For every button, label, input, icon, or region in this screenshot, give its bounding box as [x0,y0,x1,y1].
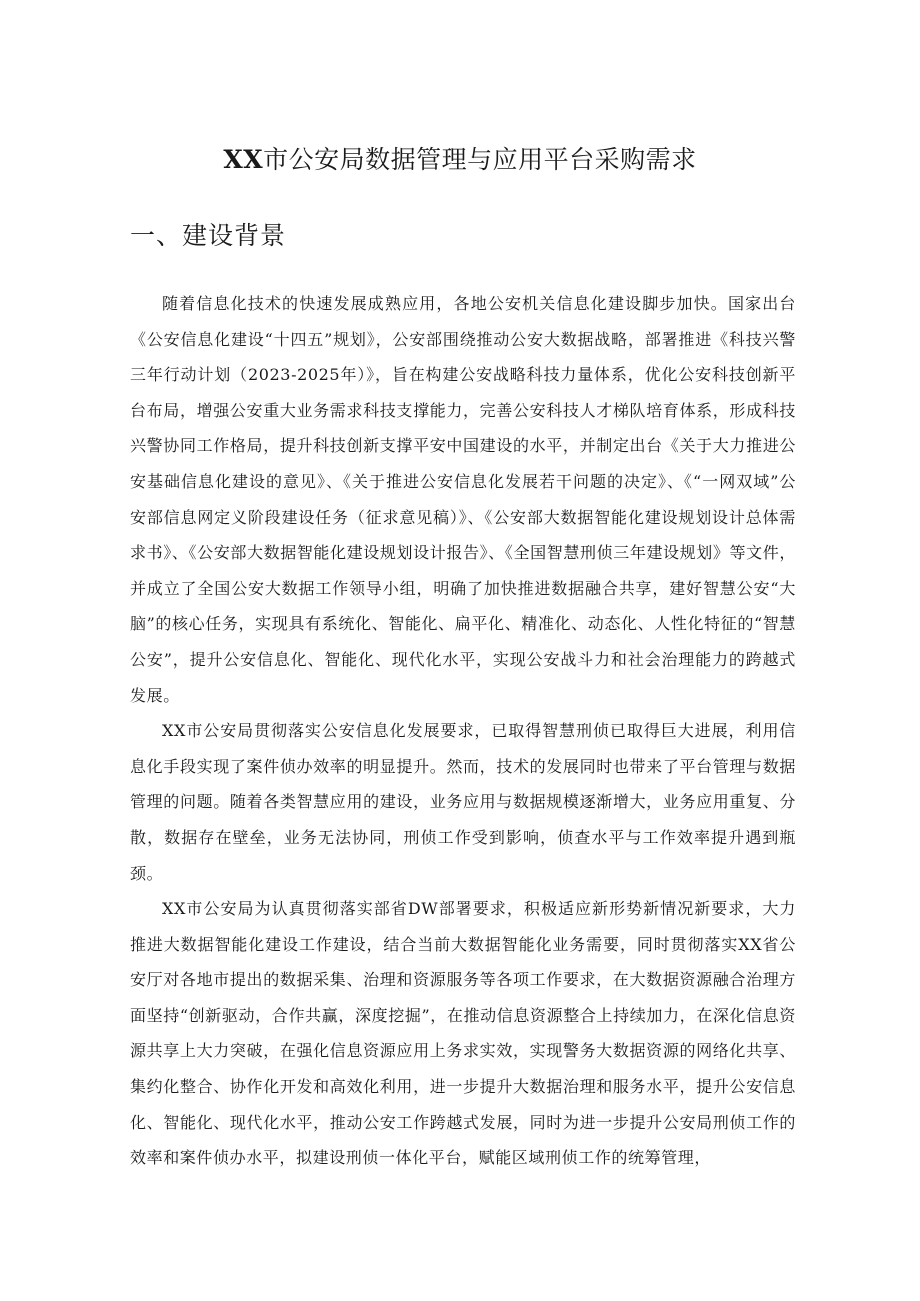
section-heading-background: 一、建设背景 [130,221,287,250]
paragraph-project-goal: XX市公安局为认真贯彻落实部省DW部署要求，积极适应新形势新情况新要求，大力推进大数据智能化建设工作建设，结合当前大数据智能化业务需要，同时贯彻落实XX省公安厅对各地市提出的数据采集、治理和资源服务等各项工作要求，在大数据资源融合治理方面坚持“创新驱动，合作共赢，深度挖掘”，在推动信息资源整合上持续加力，在深化信息资源共享上大力突破，在强化信息资源应用上务求实效，实现警务大数据资源的网络化共享、集约化整合、协作化开发和高效化利用，进一步提升大数据治理和服务水平，提升公安信息化、智能化、现代化水平，推动公安工作跨越式发展，同时为进一步提升公安局刑侦工作的效率和案件侦办水平，拟建设刑侦一体化平台，赋能区域刑侦工作的统筹管理， [130,899,796,1168]
paragraph-current-status: XX市公安局贯彻落实公安信息化发展要求，已取得智慧刑侦已取得巨大进展，利用信息化手段实现了案件侦办效率的明显提升。然而，技术的发展同时也带来了平台管理与数据管理的问题。随着各类智慧应用的建设，业务应用与数据规模逐渐增大，业务应用重复、分散，数据存在壁垒，业务无法协同，刑侦工作受到影响，侦查水平与工作效率提升遇到瓶颈。 [130,721,796,883]
document-title: XX市公安局数据管理与应用平台采购需求 [223,145,697,174]
paragraph-policy-background: 随着信息化技术的快速发展成熟应用，各地公安机关信息化建设脚步加快。国家出台《公安信息化建设“十四五”规划》，公安部围绕推动公安大数据战略，部署推进《科技兴警三年行动计划（2023-2025年）》，旨在构建公安战略科技力量体系，优化公安科技创新平台布局，增强公安重大业务需求科技支撑能力，完善公安科技人才梯队培育体系，形成科技兴警协同工作格局，提升科技创新支撑平安中国建设的水平，并制定出台《关于大力推进公安基础信息化建设的意见》、《关于推进公安信息化发展若干问题的决定》、《“一网双域”公安部信息网定义阶段建设任务（征求意见稿）》、《公安部大数据智能化建设规划设计总体需求书》、《公安部大数据智能化建设规划设计报告》、《全国智慧刑侦三年建设规划》等文件，并成立了全国公安大数据工作领导小组，明确了加快推进数据融合共享，建好智慧公安“大脑”的核心任务，实现具有系统化、智能化、扁平化、精准化、动态化、人性化特征的“智慧公安”，提升公安信息化、智能化、现代化水平，实现公安战斗力和社会治理能力的跨越式发展。 [130,294,796,705]
section-body [130,286,796,1176]
